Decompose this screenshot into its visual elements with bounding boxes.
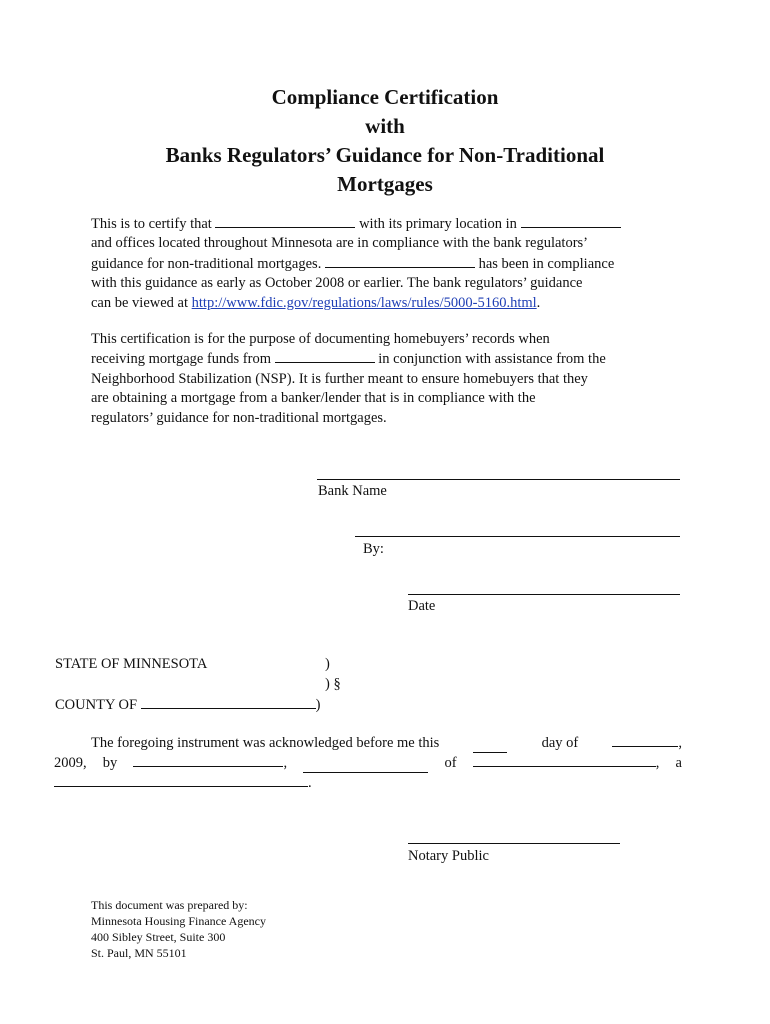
ack-text: day of bbox=[541, 735, 579, 751]
ack-text: The foregoing instrument was acknowledged before me this bbox=[91, 735, 440, 751]
title-line-2: with bbox=[365, 114, 405, 138]
document-title bbox=[0, 83, 770, 199]
ack-text: of bbox=[444, 755, 457, 771]
para2-text: regulators’ guidance for non-traditional mortgages. bbox=[91, 409, 387, 426]
day-blank[interactable] bbox=[473, 739, 507, 753]
venue-paren: ) bbox=[315, 697, 321, 713]
venue-section: ) § bbox=[325, 676, 341, 692]
county-text: COUNTY OF bbox=[55, 697, 138, 713]
bank-name-signature-line[interactable] bbox=[317, 479, 680, 480]
ack-text: , bbox=[283, 755, 288, 771]
title-line-4: Mortgages bbox=[337, 172, 433, 196]
ack-text: . bbox=[308, 775, 312, 791]
para1-text: has been in compliance bbox=[478, 255, 615, 272]
organization-blank[interactable] bbox=[473, 753, 656, 767]
agency-street: 400 Sibley Street, Suite 300 bbox=[91, 930, 226, 944]
para2-text: Neighborhood Stabilization (NSP). It is further meant to ensure homebuyers that they bbox=[91, 370, 588, 387]
bank-name-label: Bank Name bbox=[318, 483, 387, 499]
para2-text: are obtaining a mortgage from a banker/lender that is in compliance with the bbox=[91, 390, 536, 407]
month-blank[interactable] bbox=[612, 733, 678, 747]
acknowledgment-paragraph bbox=[54, 733, 682, 793]
funding-source-blank[interactable] bbox=[275, 349, 375, 363]
location-blank[interactable] bbox=[521, 214, 621, 228]
ack-text: , bbox=[678, 735, 682, 751]
para1-text: . bbox=[536, 294, 541, 311]
date-label: Date bbox=[408, 598, 436, 614]
para1-text: and offices located throughout Minnesota are in compliance with the bank regulators’ bbox=[91, 235, 589, 252]
entity-type-blank[interactable] bbox=[54, 773, 308, 787]
agency-name: Minnesota Housing Finance Agency bbox=[91, 914, 266, 928]
para2-text: receiving mortgage funds from bbox=[91, 351, 271, 368]
purpose-paragraph bbox=[91, 330, 681, 428]
by-signature-line[interactable] bbox=[355, 536, 680, 537]
county-blank[interactable] bbox=[141, 695, 316, 709]
para2-text: in conjunction with assistance from the bbox=[378, 351, 606, 368]
ack-text: 2009, bbox=[54, 755, 87, 771]
fdic-guidance-link[interactable]: http://www.fdic.gov/regulations/laws/rules/5000-5160.html bbox=[191, 294, 537, 311]
prepared-by-heading: This document was prepared by: bbox=[91, 898, 248, 912]
para2-text: This certification is for the purpose of documenting homebuyers’ records when bbox=[91, 331, 550, 347]
county-label bbox=[55, 695, 321, 714]
para1-text: This is to certify that bbox=[91, 216, 212, 232]
para1-text: with its primary location in bbox=[359, 216, 517, 232]
agency-city: St. Paul, MN 55101 bbox=[91, 946, 187, 960]
para1-text: can be viewed at bbox=[91, 294, 189, 311]
notary-public-label: Notary Public bbox=[408, 848, 489, 864]
para1-text: guidance for non-traditional mortgages. bbox=[91, 255, 322, 272]
prepared-by-block bbox=[91, 897, 266, 961]
title-line-3: Banks Regulators’ Guidance for Non-Traditional bbox=[165, 143, 605, 167]
signer-name-blank[interactable] bbox=[133, 753, 283, 767]
lender-name-blank[interactable] bbox=[325, 254, 475, 268]
notary-signature-line[interactable] bbox=[408, 843, 620, 844]
venue-paren: ) bbox=[325, 656, 330, 672]
title-line-1: Compliance Certification bbox=[271, 85, 499, 109]
ack-text: , bbox=[655, 755, 660, 771]
by-label: By: bbox=[363, 541, 384, 557]
ack-text: by bbox=[102, 755, 118, 771]
para1-text: with this guidance as early as October 2008 or earlier. The bank regulators’ guidance bbox=[91, 275, 583, 292]
certification-paragraph bbox=[91, 214, 681, 313]
ack-text: a bbox=[675, 755, 682, 771]
state-label: STATE OF MINNESOTA bbox=[55, 656, 208, 672]
signer-title-blank[interactable] bbox=[303, 759, 428, 773]
date-signature-line[interactable] bbox=[408, 594, 680, 595]
bank-name-blank[interactable] bbox=[215, 214, 355, 228]
